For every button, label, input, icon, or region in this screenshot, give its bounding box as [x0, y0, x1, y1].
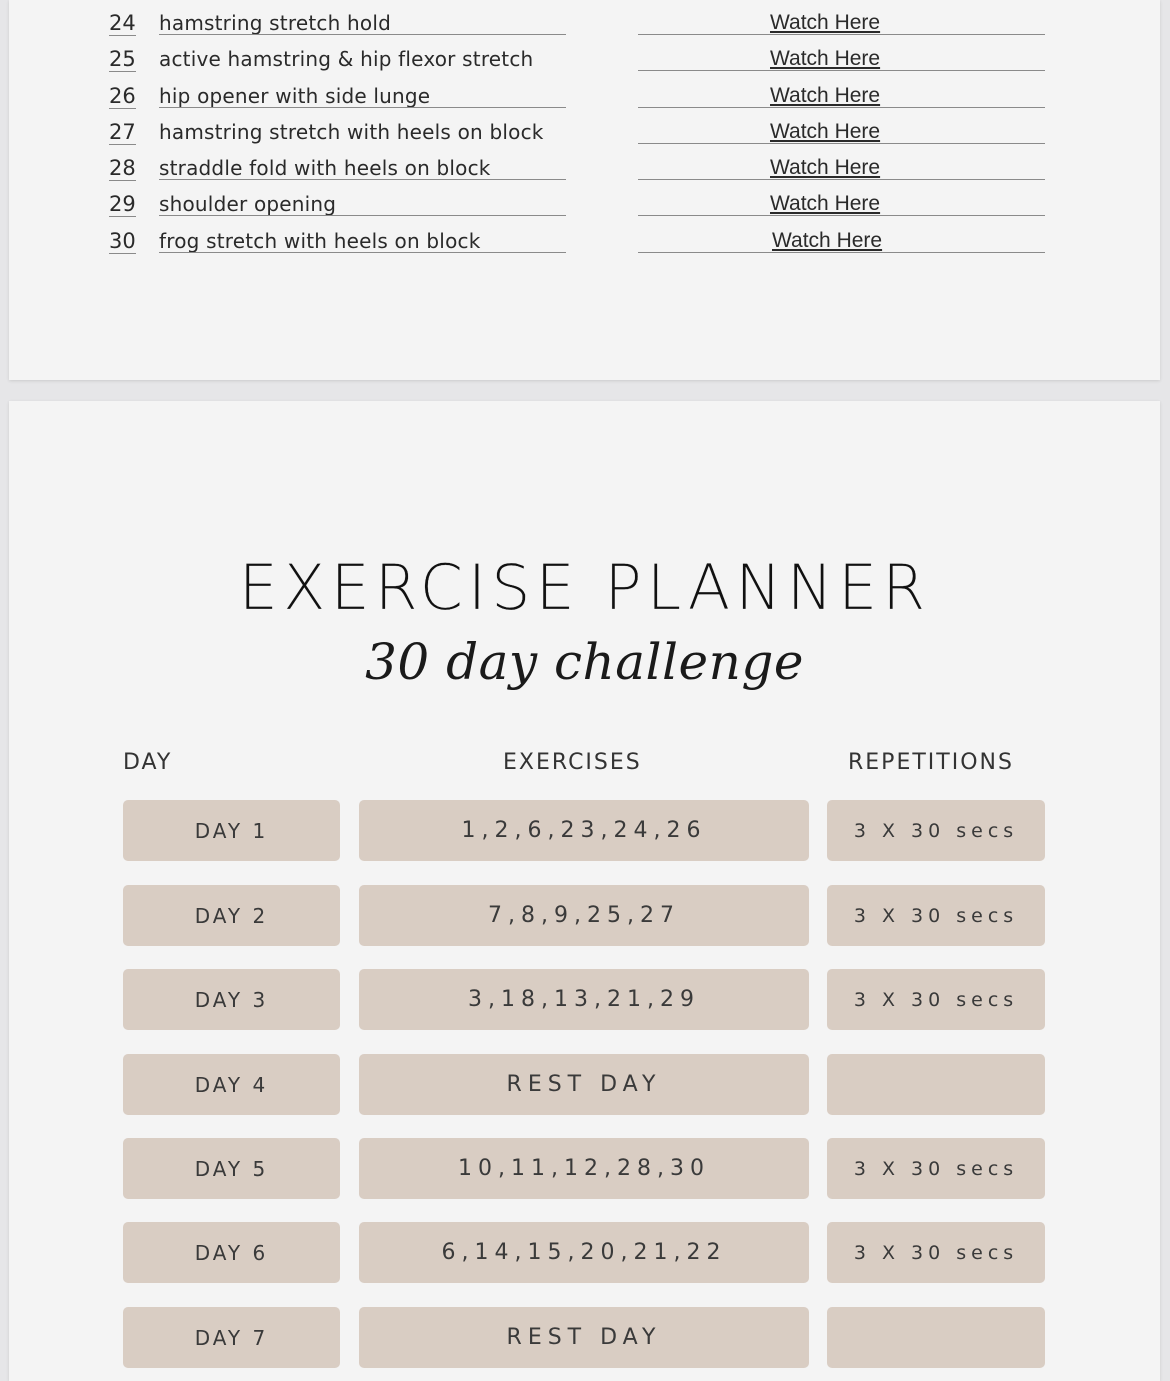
- repetitions-cell: 3 X 30 secs: [827, 1138, 1045, 1199]
- exercises-cell: 3,18,13,21,29: [359, 969, 809, 1030]
- day-cell: DAY 2: [123, 885, 340, 946]
- exercise-name: frog stretch with heels on block: [159, 229, 481, 253]
- watch-here-link[interactable]: Watch Here: [770, 156, 881, 179]
- watch-here-link[interactable]: Watch Here: [772, 229, 883, 252]
- exercise-number: 29: [109, 192, 136, 216]
- exercises-cell: 1,2,6,23,24,26: [359, 800, 809, 861]
- exercise-row: [9, 76, 1160, 112]
- day-cell: DAY 3: [123, 969, 340, 1030]
- day-cell: DAY 7: [123, 1307, 340, 1368]
- exercises-cell: 7,8,9,25,27: [359, 885, 809, 946]
- exercise-number: 30: [109, 229, 136, 253]
- name-underline: [159, 215, 566, 216]
- day-cell: DAY 6: [123, 1222, 340, 1283]
- name-underline: [159, 107, 566, 108]
- repetitions-cell: 3 X 30 secs: [827, 885, 1045, 946]
- exercise-name: shoulder opening: [159, 192, 337, 216]
- exercise-planner-page: [9, 401, 1160, 1381]
- exercise-row: [9, 184, 1160, 220]
- exercise-row: [9, 221, 1160, 257]
- exercise-number: 26: [109, 84, 136, 108]
- planner-subtitle: 30 day challenge: [365, 633, 804, 691]
- planner-title: EXERCISE PLANNER: [238, 551, 931, 624]
- exercise-name: hamstring stretch with heels on block: [159, 120, 544, 144]
- exercise-number: 25: [109, 47, 136, 71]
- exercise-list-page: [9, 0, 1160, 380]
- exercise-row: [9, 148, 1160, 184]
- column-header-exercises: EXERCISES: [503, 750, 642, 775]
- column-header-repetitions: REPETITIONS: [848, 750, 1014, 775]
- repetitions-cell: 3 X 30 secs: [827, 1222, 1045, 1283]
- exercise-number: 24: [109, 11, 136, 35]
- column-header-day: DAY: [123, 750, 173, 775]
- exercise-name: active hamstring & hip flexor stretch: [159, 47, 534, 71]
- repetitions-cell: [827, 1054, 1045, 1115]
- watch-here-link[interactable]: Watch Here: [770, 11, 881, 34]
- watch-here-link[interactable]: Watch Here: [770, 120, 881, 143]
- repetitions-cell: 3 X 30 secs: [827, 800, 1045, 861]
- exercise-name: hip opener with side lunge: [159, 84, 431, 108]
- name-underline: [159, 252, 566, 253]
- watch-here-link[interactable]: Watch Here: [770, 84, 881, 107]
- name-underline: [159, 34, 566, 35]
- repetitions-cell: [827, 1307, 1045, 1368]
- day-cell: DAY 5: [123, 1138, 340, 1199]
- exercises-cell: REST DAY: [359, 1307, 809, 1368]
- exercise-row: [9, 39, 1160, 75]
- exercise-row: [9, 112, 1160, 148]
- exercises-cell: 10,11,12,28,30: [359, 1138, 809, 1199]
- repetitions-cell: 3 X 30 secs: [827, 969, 1045, 1030]
- watch-here-link[interactable]: Watch Here: [770, 47, 881, 70]
- watch-here-link[interactable]: Watch Here: [770, 192, 881, 215]
- day-cell: DAY 1: [123, 800, 340, 861]
- exercise-name: hamstring stretch hold: [159, 11, 391, 35]
- exercise-name: straddle fold with heels on block: [159, 156, 491, 180]
- exercises-cell: 6,14,15,20,21,22: [359, 1222, 809, 1283]
- exercises-cell: REST DAY: [359, 1054, 809, 1115]
- exercise-number: 27: [109, 120, 136, 144]
- exercise-row: [9, 3, 1160, 39]
- name-underline: [159, 179, 566, 180]
- day-cell: DAY 4: [123, 1054, 340, 1115]
- exercise-number: 28: [109, 156, 136, 180]
